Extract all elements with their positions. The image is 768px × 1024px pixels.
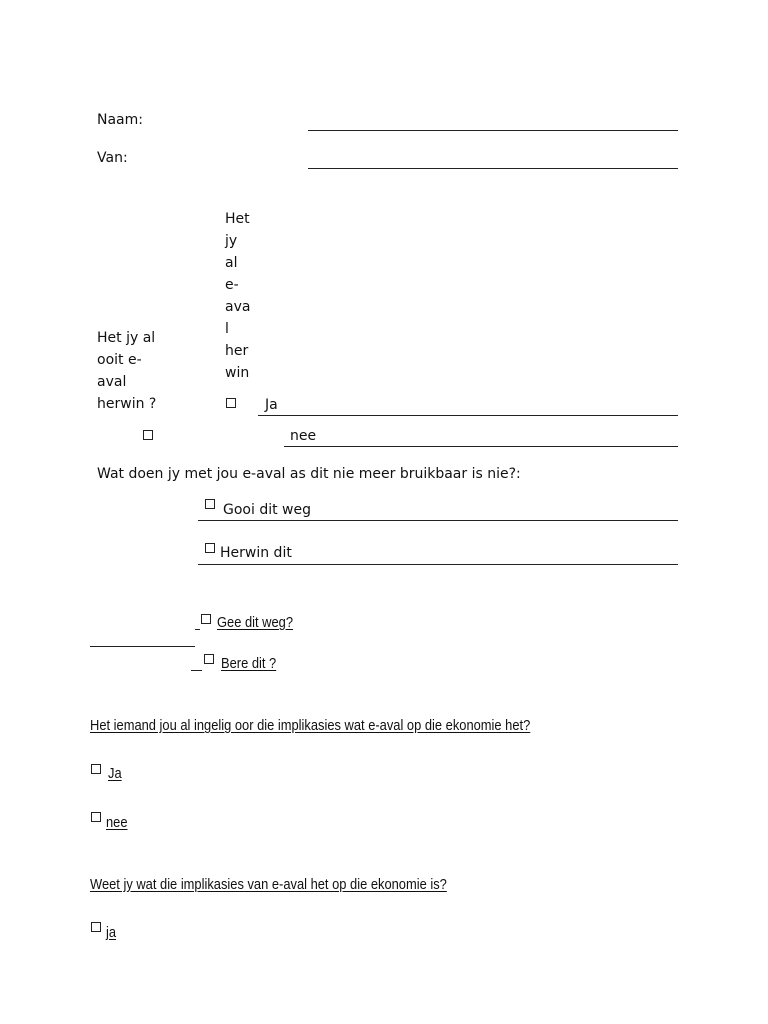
q1-label-line: ooit e- <box>97 352 142 368</box>
q4-yes-label: ja <box>106 924 117 941</box>
q3-no-label: nee <box>106 814 128 831</box>
q1-yes-checkbox[interactable] <box>226 398 236 408</box>
q2-option-2-label: Herwin dit <box>220 545 292 561</box>
q3-yes-checkbox[interactable] <box>91 764 101 774</box>
surname-label: Van: <box>97 150 128 166</box>
q3-question: Het iemand jou al ingelig oor die implikasies wat e-aval op die ekonomie het? <box>90 717 531 734</box>
q1-yes-line <box>258 415 678 416</box>
q2-question: Wat doen jy met jou e-aval as dit nie meer bruikbaar is nie?: <box>97 466 521 482</box>
q2-option-4-lead-line <box>191 670 202 671</box>
name-input-line[interactable] <box>308 130 678 131</box>
q2-option-1-checkbox[interactable] <box>205 499 215 509</box>
q3-yes-label: Ja <box>108 765 122 782</box>
q1-inner-line: l <box>225 321 229 337</box>
q1-yes-label: Ja <box>265 397 278 413</box>
q1-inner-line: al <box>225 255 238 271</box>
q1-no-label: nee <box>290 428 317 444</box>
q2-option-1-line <box>198 520 678 521</box>
q4-yes-text <box>106 923 118 943</box>
q3-question-wrap <box>90 716 602 736</box>
q3-no-checkbox[interactable] <box>91 812 101 822</box>
q3-no-text <box>106 813 131 833</box>
surname-input-line[interactable] <box>308 168 678 169</box>
q1-label-line: aval <box>97 374 127 390</box>
q1-inner-line: win <box>225 365 250 381</box>
q2-option-2-line <box>198 564 678 565</box>
q1-inner-line: e- <box>225 277 239 293</box>
q1-inner-line: her <box>225 343 249 359</box>
q4-question: Weet jy wat die implikasies van e-aval het op die ekonomie is? <box>90 876 447 893</box>
q1-no-line <box>284 446 678 447</box>
q2-option-4-checkbox[interactable] <box>204 654 214 664</box>
q2-option-4-label: Bere dit ? <box>221 655 277 672</box>
q1-label <box>97 327 156 415</box>
q2-option-1-label: Gooi dit weg <box>223 502 311 518</box>
q1-inner-label <box>225 208 250 384</box>
q2-option-4-text <box>221 654 285 674</box>
q1-label-line: Het jy al <box>97 330 156 346</box>
q1-inner-line: jy <box>225 233 238 249</box>
q4-yes-checkbox[interactable] <box>91 922 101 932</box>
q4-question-wrap <box>90 875 505 895</box>
q1-inner-line: ava <box>225 299 251 315</box>
q3-yes-text <box>108 764 124 784</box>
q2-option-3-text <box>217 613 305 633</box>
q2-option-3-lead-line <box>195 629 200 630</box>
q1-no-checkbox[interactable] <box>143 430 153 440</box>
name-label: Naam: <box>97 112 143 128</box>
separator-line <box>90 646 195 647</box>
q1-label-line: herwin ? <box>97 396 157 412</box>
q2-option-3-label: Gee dit weg? <box>217 614 294 631</box>
q2-option-3-checkbox[interactable] <box>201 614 211 624</box>
q2-option-2-checkbox[interactable] <box>205 543 215 553</box>
q1-inner-line: Het <box>225 211 250 227</box>
